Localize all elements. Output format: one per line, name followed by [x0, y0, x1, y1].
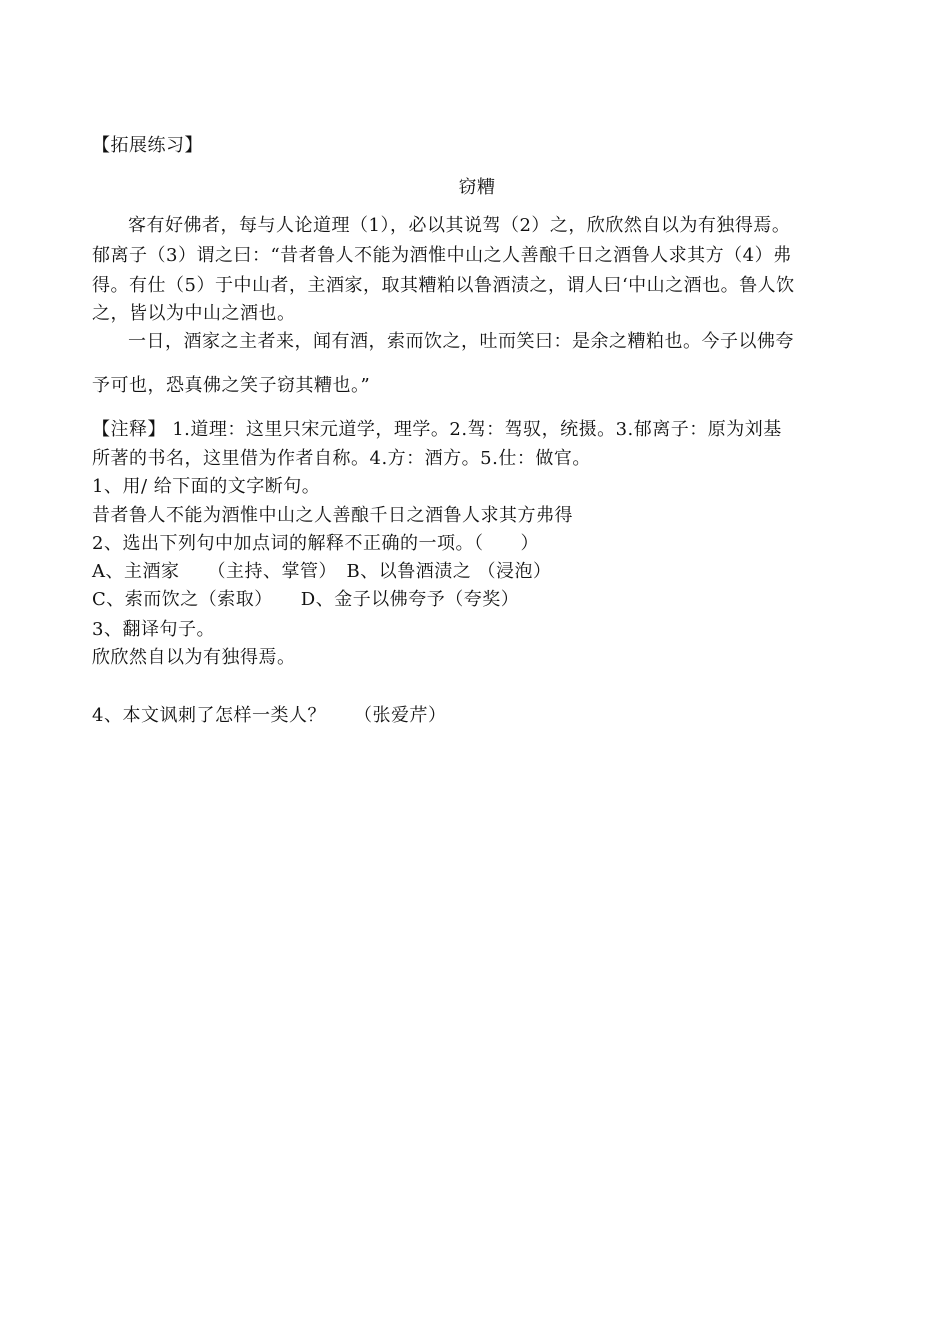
question-4: 4、本文讽刺了怎样一类人？ （张爱芹） — [92, 705, 447, 726]
notes-line-1: 【注释】 1.道理：这里只宋元道学，理学。2.驾：驾驭，统摄。3.郁离子：原为刘基 — [92, 419, 782, 440]
question-2: 2、选出下列句中加点词的解释不正确的一项。（ ） — [92, 533, 539, 554]
notes-line-2: 所著的书名，这里借为作者自称。4.方：酒方。5.仕：做官。 — [92, 448, 591, 469]
question-2-options-cd: C、索而饮之（索取） D、金子以佛夸予（夸奖） — [92, 589, 520, 610]
passage-line-1: 客有好佛者，每与人论道理（1），必以其说驾（2）之，欣欣然自以为有独得焉。 — [128, 215, 791, 236]
passage-line-3: 得。有仕（5）于中山者，主酒家，取其糟粕以鲁酒渍之，谓人曰‘中山之酒也。鲁人饮 — [92, 275, 795, 296]
question-2-options-ab: A、主酒家 （主持、掌管） B、以鲁酒渍之 （浸泡） — [92, 561, 552, 582]
passage-title: 窃糟 — [458, 177, 496, 198]
question-1-text: 昔者鲁人不能为酒惟中山之人善酿千日之酒鲁人求其方弗得 — [92, 505, 573, 526]
passage-line-5: 一日，酒家之主者来，闻有酒，索而饮之，吐而笑曰：是余之糟粕也。今子以佛夸 — [128, 331, 794, 352]
question-3: 3、翻译句子。 — [92, 619, 215, 640]
question-1: 1、用/ 给下面的文字断句。 — [92, 476, 321, 497]
passage-line-6: 予可也，恐真佛之笑子窃其糟也。” — [92, 375, 371, 396]
passage-line-4: 之，皆以为中山之酒也。 — [92, 303, 296, 324]
question-3-text: 欣欣然自以为有独得焉。 — [92, 647, 296, 668]
section-heading: 【拓展练习】 — [92, 135, 203, 156]
passage-line-2: 郁离子（3）谓之曰：“昔者鲁人不能为酒惟中山之人善酿千日之酒鲁人求其方（4）弗 — [92, 245, 792, 266]
